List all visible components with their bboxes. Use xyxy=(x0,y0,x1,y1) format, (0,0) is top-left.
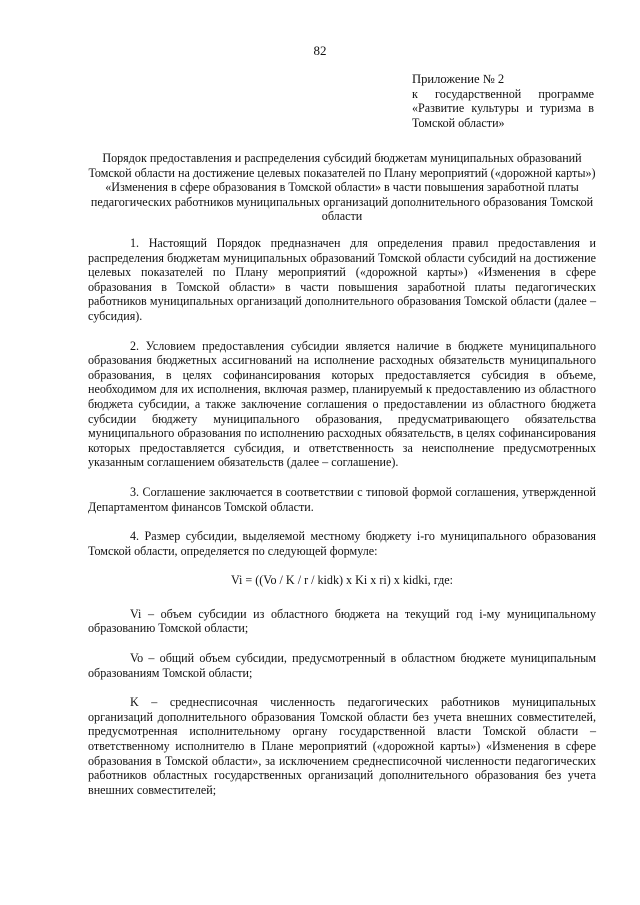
annex-body: к государственной программе «Развитие культуры и туризма в Томской области» xyxy=(412,86,594,130)
definition-vi: Vi – объем субсидии из областного бюджета на текущий год i-му муниципальному образованию Томской области; xyxy=(88,606,596,636)
paragraph-3: 3. Соглашение заключается в соответствии с типовой формой соглашения, утвержденной Департаментом финансов Томской области. xyxy=(88,484,596,514)
document-body xyxy=(88,236,596,812)
definition-vo: Vo – общий объем субсидии, предусмотренный в областном бюджете муниципальным образованиям Томской области; xyxy=(88,651,596,680)
paragraph-4: 4. Размер субсидии, выделяемой местному бюджету i-го муниципального образования Томской области, определяется по следующей формуле: xyxy=(88,529,596,558)
document-heading: Порядок предоставления и распределения субсидий бюджетам муниципальных образований Томской области на достижение целевых показателей по Плану мероприятий («дорожной карты») «Изменения в сфере образования в Томской области» в части повышения заработной платы педагогических работников муниципальных организаций дополнительного образования Томской области xyxy=(88,151,596,224)
formula: Vi = ((Vo / K / r / kidk) x Ki x ri) x kidki, где: xyxy=(231,573,453,588)
definition-k: K – среднесписочная численность педагогических работников муниципальных организаций дополнительного образования Томской области без учета внешних совместителей, предусмотренная исполнительному органу государственной власти Томской области – ответственному исполнителю в Плане мероприятий («дорожной карты») «Изменения в сфере образования в Томской области», за исключением среднесписочной численности педагогических работников областных государственных организаций дополнительного образования без учета внешних совместителей; xyxy=(88,695,596,797)
annex-title: Приложение № 2 xyxy=(412,72,505,86)
paragraph-1: 1. Настоящий Порядок предназначен для определения правил предоставления и распределения бюджетам муниципальных образований Томской области субсидий на достижение целевых показателей по Плану мероприятий («дорожной карты») «Изменения в сфере образования в Томской области» в части повышения заработной платы педагогических работников муниципальных организаций дополнительного образования Томской области (далее – субсидия). xyxy=(88,236,596,323)
annex-block xyxy=(412,72,594,130)
paragraph-2: 2. Условием предоставления субсидии является наличие в бюджете муниципального образования бюджетных ассигнований на исполнение расходных обязательств муниципального образования, в целях софинансирования которых предоставляется субсидия в объеме, необходимом для их исполнения, включая размер, планируемый к предоставлению из областного бюджета субсидии, а также заключение соглашения о предоставлении из областного бюджета субсидии бюджету муниципального образования, предусматривающего обязательства муниципального образования по исполнению расходных обязательств, в целях софинансирования которых предоставляется субсидия, и ответственность за неисполнение предусмотренных указанным соглашением обязательств (далее – соглашение). xyxy=(88,338,596,470)
page-number: 82 xyxy=(313,43,327,58)
